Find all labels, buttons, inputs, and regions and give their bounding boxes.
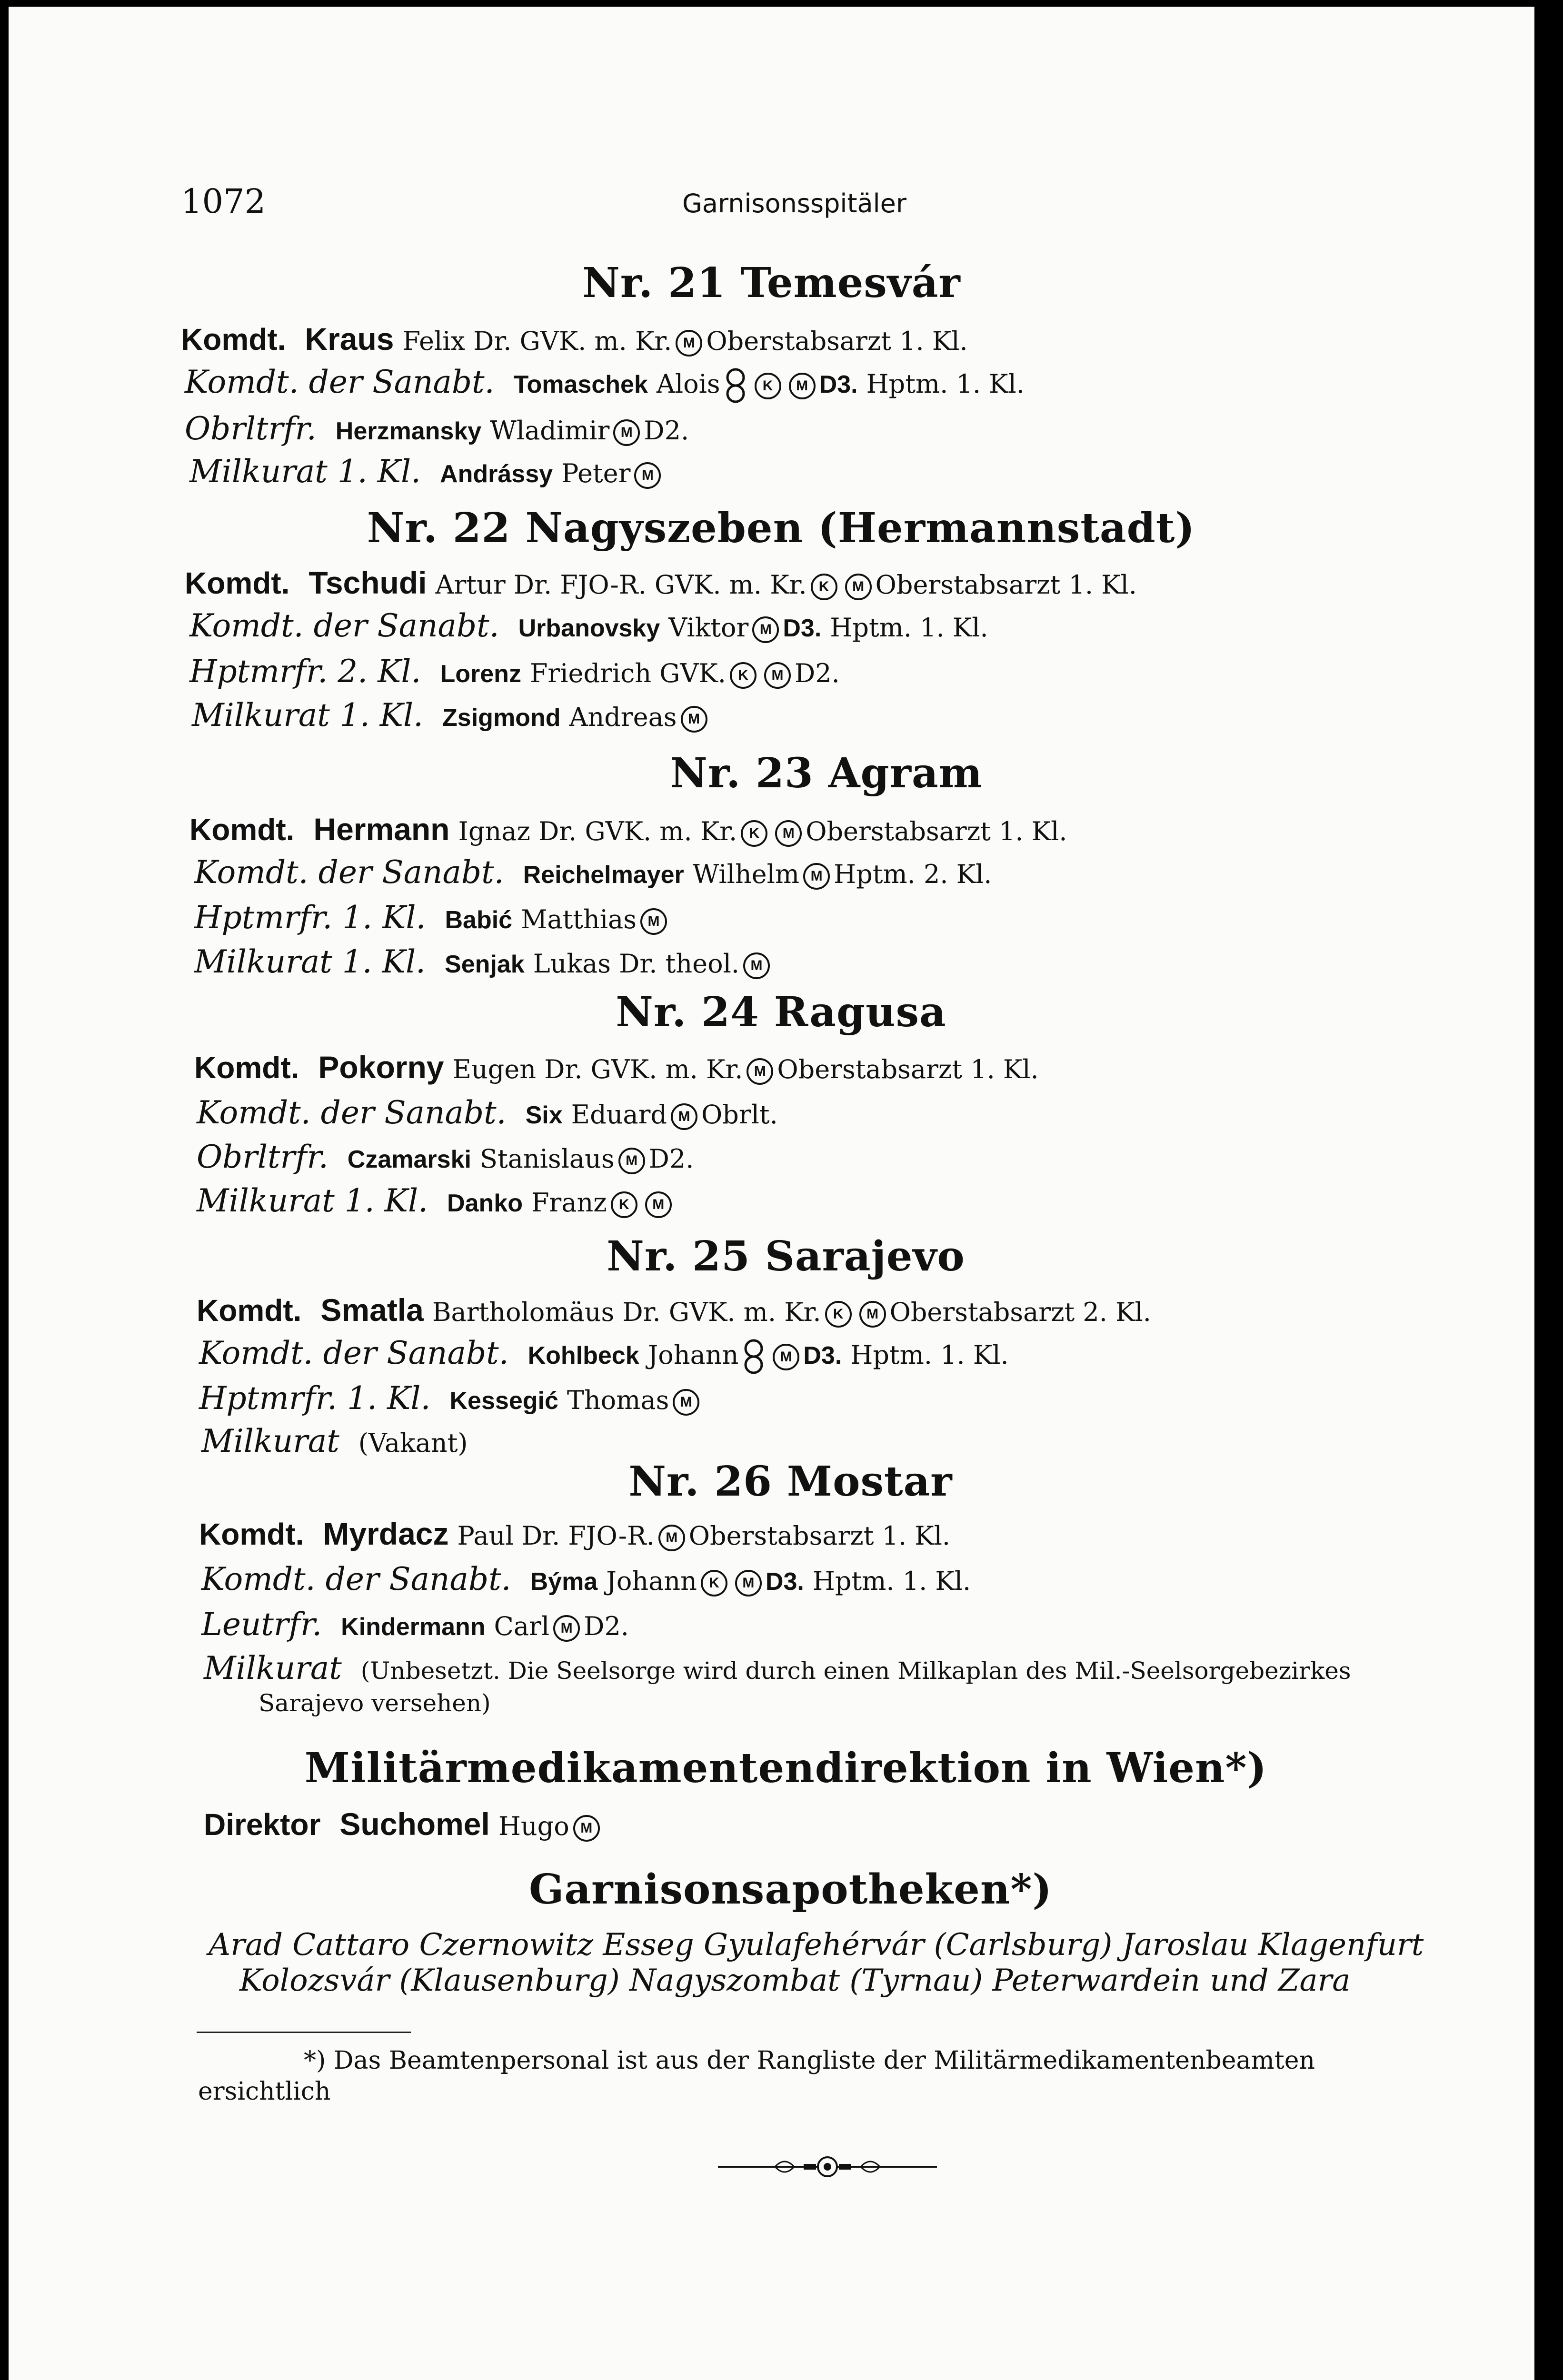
entry-row: Hptmrfr. 1. Kl. Kessegić Thomas M <box>199 1380 703 1417</box>
entry-row: Komdt. der Sanabt. Urbanovsky Viktor M D3. Hptm. 1. Kl. <box>189 607 988 644</box>
militaer-verdienstmedaille-icon: M <box>634 462 661 489</box>
apotheken-list-line: Arad Cattaro Czernowitz Esseg Gyulafehérvár (Carlsburg) Jaroslau Klagenfurt <box>209 1927 1424 1963</box>
entry-row: Obrltrfr. Herzmansky Wladimir M D2. <box>185 410 689 447</box>
entry-row: Obrltrfr. Czamarski Stanislaus M D2. <box>197 1139 694 1175</box>
kriegskreuz-icon: K <box>701 1570 727 1597</box>
entry-row: Komdt. Kraus Felix Dr. GVK. m. Kr. M Oberstabsarzt 1. Kl. <box>181 321 968 357</box>
section-title-26: Nr. 26 Mostar <box>628 1458 953 1506</box>
entry-row: Komdt. der Sanabt. Reichelmayer Wilhelm M Hptm. 2. Kl. <box>194 854 992 891</box>
entry-row: Komdt. Hermann Ignaz Dr. GVK. m. Kr. K M Oberstabsarzt 1. Kl. <box>189 812 1067 847</box>
militaer-verdienstmedaille-icon: M <box>764 662 791 689</box>
entry-row: Hptmrfr. 1. Kl. Babić Matthias M <box>194 899 671 936</box>
footnote-text: ersichtlich <box>198 2077 331 2106</box>
page-number: 1072 <box>181 182 266 221</box>
entry-row: Direktor Suchomel Hugo M <box>204 1806 604 1842</box>
entry-row: Komdt. Smatla Bartholomäus Dr. GVK. m. Kr. K M Oberstabsarzt 2. Kl. <box>197 1292 1151 1328</box>
militaer-verdienstmedaille-icon: M <box>613 419 640 446</box>
militaer-verdienstmedaille-icon: M <box>645 1191 672 1218</box>
entry-row: Milkurat 1. Kl. Zsigmond Andreas M <box>192 697 711 734</box>
double-ring-decoration-icon <box>743 1338 764 1376</box>
militaer-verdienstmedaille-icon: M <box>747 1058 773 1085</box>
militaer-verdienstmedaille-icon: M <box>789 373 816 399</box>
militaer-verdienstmedaille-icon: M <box>671 1103 697 1130</box>
section-title-24: Nr. 24 Ragusa <box>616 988 946 1036</box>
entry-row: Hptmrfr. 2. Kl. Lorenz Friedrich GVK. K M D2. <box>189 653 840 690</box>
entry-row: Milkurat (Unbesetzt. Die Seelsorge wird durch einen Milkaplan des Mil.-Seelsorgebezirkes <box>204 1650 1351 1686</box>
kriegskreuz-icon: K <box>730 662 757 689</box>
militaer-verdienstmedaille-icon: M <box>553 1615 580 1642</box>
book-page <box>9 7 1534 2380</box>
section-title-21: Nr. 21 Temesvár <box>582 259 961 307</box>
kriegskreuz-icon: K <box>825 1301 852 1328</box>
militaer-verdienstmedaille-icon: M <box>735 1570 762 1597</box>
kriegskreuz-icon: K <box>611 1191 637 1218</box>
entry-row: Milkurat 1. Kl. Senjak Lukas Dr. theol. M <box>194 943 774 980</box>
militaer-verdienstmedaille-icon: M <box>573 1815 600 1842</box>
kriegskreuz-icon: K <box>741 820 767 847</box>
entry-row: Komdt. der Sanabt. Six Eduard M Obrlt. <box>197 1094 778 1131</box>
militaer-verdienstmedaille-icon: M <box>775 820 802 847</box>
footnote-text: *) Das Beamtenpersonal ist aus der Rangliste der Militärmedikamentenbeamten <box>304 2046 1315 2075</box>
entry-row: Komdt. Tschudi Artur Dr. FJO-R. GVK. m. Kr. K M Oberstabsarzt 1. Kl. <box>185 565 1137 600</box>
militaer-verdienstmedaille-icon: M <box>803 863 830 890</box>
running-head: Garnisonsspitäler <box>682 188 907 218</box>
militaer-verdienstmedaille-icon: M <box>845 574 872 600</box>
entry-row: Komdt. Myrdacz Paul Dr. FJO-R. M Oberstabsarzt 1. Kl. <box>199 1516 951 1551</box>
kriegskreuz-icon: K <box>755 373 781 399</box>
entry-row: Komdt. der Sanabt. Tomaschek Alois K M D3. Hptm. 1. Kl. <box>185 364 1025 405</box>
militaer-verdienstmedaille-icon: M <box>743 952 770 979</box>
entry-row: Leutrfr. Kindermann Carl M D2. <box>201 1606 629 1643</box>
militaer-verdienstmedaille-icon: M <box>658 1525 685 1551</box>
militaer-verdienstmedaille-icon: M <box>752 616 779 643</box>
militaer-verdienstmedaille-icon: M <box>618 1148 645 1174</box>
double-ring-decoration-icon <box>725 367 746 405</box>
apotheken-title: Garnisonsapotheken*) <box>528 1865 1053 1914</box>
militaer-verdienstmedaille-icon: M <box>673 1389 699 1416</box>
footnote-rule <box>197 2032 411 2033</box>
apotheken-list-line: Kolozsvár (Klausenburg) Nagyszombat (Tyrnau) Peterwardein und Zara <box>239 1963 1351 1998</box>
section-title-23: Nr. 23 Agram <box>670 749 983 797</box>
entry-row-continuation: Sarajevo versehen) <box>259 1689 491 1717</box>
militaer-verdienstmedaille-icon: M <box>773 1344 799 1370</box>
section-title-22: Nr. 22 Nagyszeben (Hermannstadt) <box>367 504 1195 552</box>
militaer-verdienstmedaille-icon: M <box>676 330 702 357</box>
entry-row: Komdt. der Sanabt. Kohlbeck Johann M D3. Hptm. 1. Kl. <box>199 1335 1009 1376</box>
militaer-verdienstmedaille-icon: M <box>681 706 707 733</box>
kriegskreuz-icon: K <box>811 574 837 600</box>
ornament-divider-icon <box>718 2152 937 2181</box>
entry-row: Komdt. der Sanabt. Býma Johann K M D3. Hptm. 1. Kl. <box>201 1561 971 1597</box>
section-title-25: Nr. 25 Sarajevo <box>607 1232 965 1280</box>
militaer-verdienstmedaille-icon: M <box>640 908 667 935</box>
direktion-title: Militärmedikamentendirektion in Wien*) <box>304 1744 1267 1792</box>
entry-row: Milkurat (Vakant) <box>201 1423 468 1459</box>
entry-row: Milkurat 1. Kl. Danko Franz K M <box>197 1182 676 1219</box>
entry-row: Milkurat 1. Kl. Andrássy Peter M <box>189 453 665 490</box>
entry-row: Komdt. Pokorny Eugen Dr. GVK. m. Kr. M Oberstabsarzt 1. Kl. <box>194 1050 1039 1085</box>
militaer-verdienstmedaille-icon: M <box>859 1301 886 1328</box>
